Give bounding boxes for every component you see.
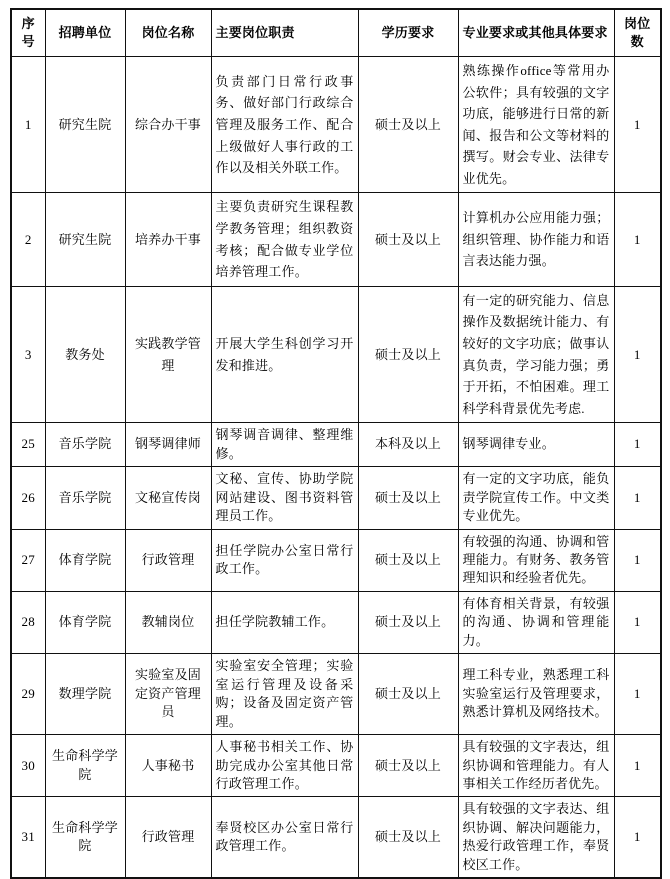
cell-seq: 3 (11, 286, 45, 422)
cell-post: 教辅岗位 (125, 591, 211, 653)
cell-unit: 研究生院 (45, 193, 125, 286)
cell-count: 1 (614, 591, 661, 653)
cell-education: 硕士及以上 (358, 57, 458, 193)
cell-education: 硕士及以上 (358, 529, 458, 591)
cell-duty: 实验室安全管理；实验室运行管理及设备采购；设备及固定资产管理。 (211, 654, 358, 735)
column-header-requirements: 专业要求或其他具体要求 (458, 9, 614, 57)
column-header-duty: 主要岗位职责 (211, 9, 358, 57)
cell-seq: 29 (11, 654, 45, 735)
cell-duty: 奉贤校区办公室日常行政管理工作。 (211, 797, 358, 878)
table-row (11, 797, 661, 878)
cell-count: 1 (614, 654, 661, 735)
cell-seq: 2 (11, 193, 45, 286)
cell-unit: 生命科学学院 (45, 735, 125, 797)
cell-unit: 生命科学学院 (45, 797, 125, 878)
cell-education: 本科及以上 (358, 423, 458, 467)
cell-requirements: 熟练操作office等常用办公软件；具有较强的文字功底，能够进行日常的新闻、报告和公文等材料的撰写。财会专业、法律专业优先。 (458, 57, 614, 193)
table-row (11, 591, 661, 653)
cell-duty: 开展大学生科创学习开发和推进。 (211, 286, 358, 422)
column-header-seq-line-1: 序 (21, 15, 35, 31)
cell-seq: 31 (11, 797, 45, 878)
cell-unit: 体育学院 (45, 529, 125, 591)
cell-count: 1 (614, 57, 661, 193)
cell-duty: 负责部门日常行政事务、做好部门行政综合管理及服务工作、配合上级做好人事行政的工作以及相关外联工作。 (211, 57, 358, 193)
cell-education: 硕士及以上 (358, 797, 458, 878)
header-row (11, 9, 661, 57)
cell-requirements: 有一定的文字功底，能负责学院宣传工作。中文类专业优先。 (458, 467, 614, 529)
column-header-education: 学历要求 (358, 9, 458, 57)
cell-requirements: 有较强的沟通、协调和管理能力。有财务、教务管理知识和经验者优先。 (458, 529, 614, 591)
column-header-seq-line-2: 号 (21, 34, 35, 49)
cell-post: 人事秘书 (125, 735, 211, 797)
cell-post: 行政管理 (125, 797, 211, 878)
cell-duty: 担任学院办公室日常行政工作。 (211, 529, 358, 591)
table-header (11, 9, 661, 57)
cell-duty: 钢琴调音调律、整理维修。 (211, 423, 358, 467)
cell-duty: 担任学院教辅工作。 (211, 591, 358, 653)
cell-count: 1 (614, 735, 661, 797)
cell-duty: 主要负责研究生课程教学教务管理；组织教资考核；配合做专业学位培养管理工作。 (211, 193, 358, 286)
cell-seq: 30 (11, 735, 45, 797)
cell-unit: 体育学院 (45, 591, 125, 653)
table-row (11, 57, 661, 193)
cell-post: 实践教学管理 (125, 286, 211, 422)
cell-requirements: 有体育相关背景，有较强的沟通、协调和管理能力。 (458, 591, 614, 653)
cell-post: 钢琴调律师 (125, 423, 211, 467)
cell-education: 硕士及以上 (358, 193, 458, 286)
cell-count: 1 (614, 423, 661, 467)
cell-unit: 音乐学院 (45, 467, 125, 529)
cell-seq: 27 (11, 529, 45, 591)
cell-count: 1 (614, 193, 661, 286)
cell-post: 行政管理 (125, 529, 211, 591)
cell-education: 硕士及以上 (358, 591, 458, 653)
cell-post: 综合办干事 (125, 57, 211, 193)
cell-unit: 教务处 (45, 286, 125, 422)
cell-requirements: 有一定的研究能力、信息操作及数据统计能力、有较好的文字功底；做事认真负责，学习能力强；勇于开拓，不怕困难。理工科学科背景优先考虑. (458, 286, 614, 422)
table-row (11, 423, 661, 467)
cell-requirements: 具有较强的文字表达，组织协调和管理能力。有人事相关工作经历者优先。 (458, 735, 614, 797)
cell-education: 硕士及以上 (358, 467, 458, 529)
cell-duty: 文秘、宣传、协助学院网站建设、图书资料管理员工作。 (211, 467, 358, 529)
cell-post: 实验室及固定资产管理员 (125, 654, 211, 735)
cell-education: 硕士及以上 (358, 735, 458, 797)
cell-post: 文秘宣传岗 (125, 467, 211, 529)
cell-requirements: 理工科专业，熟悉理工科实验室运行及管理要求，熟悉计算机及网络技术。 (458, 654, 614, 735)
cell-count: 1 (614, 529, 661, 591)
cell-education: 硕士及以上 (358, 286, 458, 422)
cell-post: 培养办干事 (125, 193, 211, 286)
column-header-count-line-1: 岗位 (624, 15, 651, 31)
table-row (11, 654, 661, 735)
table-row (11, 529, 661, 591)
cell-duty: 人事秘书相关工作、协助完成办公室其他日常行政管理工作。 (211, 735, 358, 797)
column-header-unit: 招聘单位 (45, 9, 125, 57)
cell-count: 1 (614, 286, 661, 422)
cell-requirements: 具有较强的文字表达、组织协调、解决问题能力，热爱行政管理工作，奉贤校区工作。 (458, 797, 614, 878)
cell-unit: 音乐学院 (45, 423, 125, 467)
cell-unit: 研究生院 (45, 57, 125, 193)
table-body (11, 57, 661, 879)
table-row (11, 193, 661, 286)
table-row (11, 286, 661, 422)
cell-seq: 25 (11, 423, 45, 467)
cell-seq: 26 (11, 467, 45, 529)
cell-count: 1 (614, 797, 661, 878)
column-header-count (614, 9, 661, 57)
recruitment-positions-table (10, 8, 662, 879)
column-header-count-line-2: 数 (630, 34, 644, 49)
cell-count: 1 (614, 467, 661, 529)
column-header-post: 岗位名称 (125, 9, 211, 57)
cell-seq: 1 (11, 57, 45, 193)
cell-education: 硕士及以上 (358, 654, 458, 735)
column-header-seq (11, 9, 45, 57)
table-row (11, 467, 661, 529)
cell-requirements: 钢琴调律专业。 (458, 423, 614, 467)
table-row (11, 735, 661, 797)
cell-requirements: 计算机办公应用能力强；组织管理、协作能力和语言表达能力强。 (458, 193, 614, 286)
cell-unit: 数理学院 (45, 654, 125, 735)
cell-seq: 28 (11, 591, 45, 653)
